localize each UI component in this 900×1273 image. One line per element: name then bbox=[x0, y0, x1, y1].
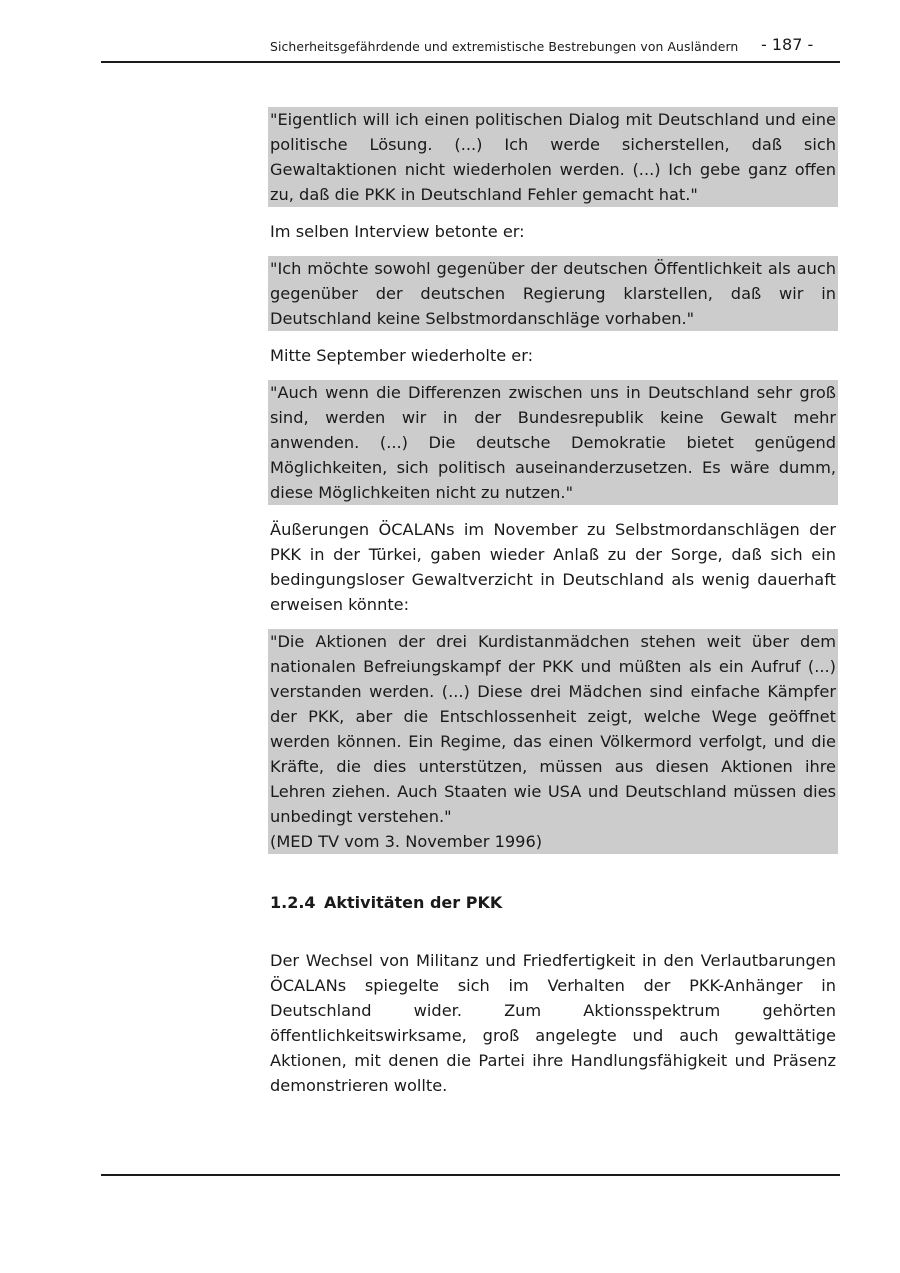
page-number: - 187 - bbox=[761, 35, 814, 54]
spacer bbox=[268, 331, 838, 343]
spacer bbox=[268, 207, 838, 219]
footer-rule bbox=[101, 1174, 840, 1176]
section-heading bbox=[268, 892, 838, 914]
paragraph-4: Der Wechsel von Militanz und Friedfertigkeit in den Verlautbarungen ÖCALANs spiegelte sich im Verhalten der PKK-Anhänger in Deutschland wider. Zum Aktionsspektrum gehörten öffentlichkeitswirksame, groß angelegte und auch gewalttätige Aktionen, mit denen die Partei ihre Handlungsfähigkeit und Präsenz demonstrieren wollte. bbox=[270, 951, 836, 1095]
paragraph-1: Im selben Interview betonte er: bbox=[270, 222, 525, 241]
section-number: 1.2.4 bbox=[270, 893, 316, 912]
page-header bbox=[101, 34, 840, 63]
spacer bbox=[268, 505, 838, 517]
spacer bbox=[268, 244, 838, 256]
quote-block-1: "Eigentlich will ich einen politischen Dialog mit Deutschland und eine politische Lösung. (...) Ich werde sicherstellen, daß sich Gewaltaktionen nicht wiederholen werden. (...) Ich gebe ganz offen zu, daß die PKK in Deutschland Fehler gemacht hat." bbox=[268, 107, 838, 207]
running-title: Sicherheitsgefährdende und extremistische Bestrebungen von Ausländern bbox=[270, 39, 739, 54]
spacer bbox=[268, 368, 838, 380]
section-title: Aktivitäten der PKK bbox=[324, 893, 503, 912]
paragraph-2: Mitte September wiederholte er: bbox=[270, 346, 534, 365]
spacer bbox=[268, 617, 838, 629]
paragraph-3: Äußerungen ÖCALANs im November zu Selbstmordanschlägen der PKK in der Türkei, gaben wieder Anlaß zu der Sorge, daß sich ein bedingungsloser Gewaltverzicht in Deutschland als wenig dauerhaft erweisen könnte: bbox=[270, 520, 836, 614]
quote-block-4 bbox=[268, 629, 838, 854]
spacer bbox=[268, 914, 838, 948]
quote-block-2: "Ich möchte sowohl gegenüber der deutschen Öffentlichkeit als auch gegenüber der deutschen Regierung klarstellen, daß wir in Deutschland keine Selbstmordanschläge vorhaben." bbox=[268, 256, 838, 331]
quote-block-3: "Auch wenn die Differenzen zwischen uns in Deutschland sehr groß sind, werden wir in der Bundesrepublik keine Gewalt mehr anwenden. (...) Die deutsche Demokratie bietet genügend Möglichkeiten, sich politisch auseinanderzusetzen. Es wäre dumm, diese Möglichkeiten nicht zu nutzen." bbox=[268, 380, 838, 505]
spacer bbox=[268, 854, 838, 892]
quote-source: (MED TV vom 3. November 1996) bbox=[270, 832, 543, 851]
page-content bbox=[268, 107, 838, 1098]
quote-text: "Die Aktionen der drei Kurdistanmädchen stehen weit über dem nationalen Befreiungskampf der PKK und müßten als ein Aufruf (...) verstanden werden. (...) Diese drei Mädchen sind einfache Kämpfer der PKK, aber die Entschlossenheit zeigt, welche Wege geöffnet werden können. Ein Regime, das einen Völkermord verfolgt, und die Kräfte, die dies unterstützen, müssen aus diesen Aktionen ihre Lehren ziehen. Auch Staaten wie USA und Deutschland müssen dies unbedingt verstehen." bbox=[270, 632, 836, 826]
